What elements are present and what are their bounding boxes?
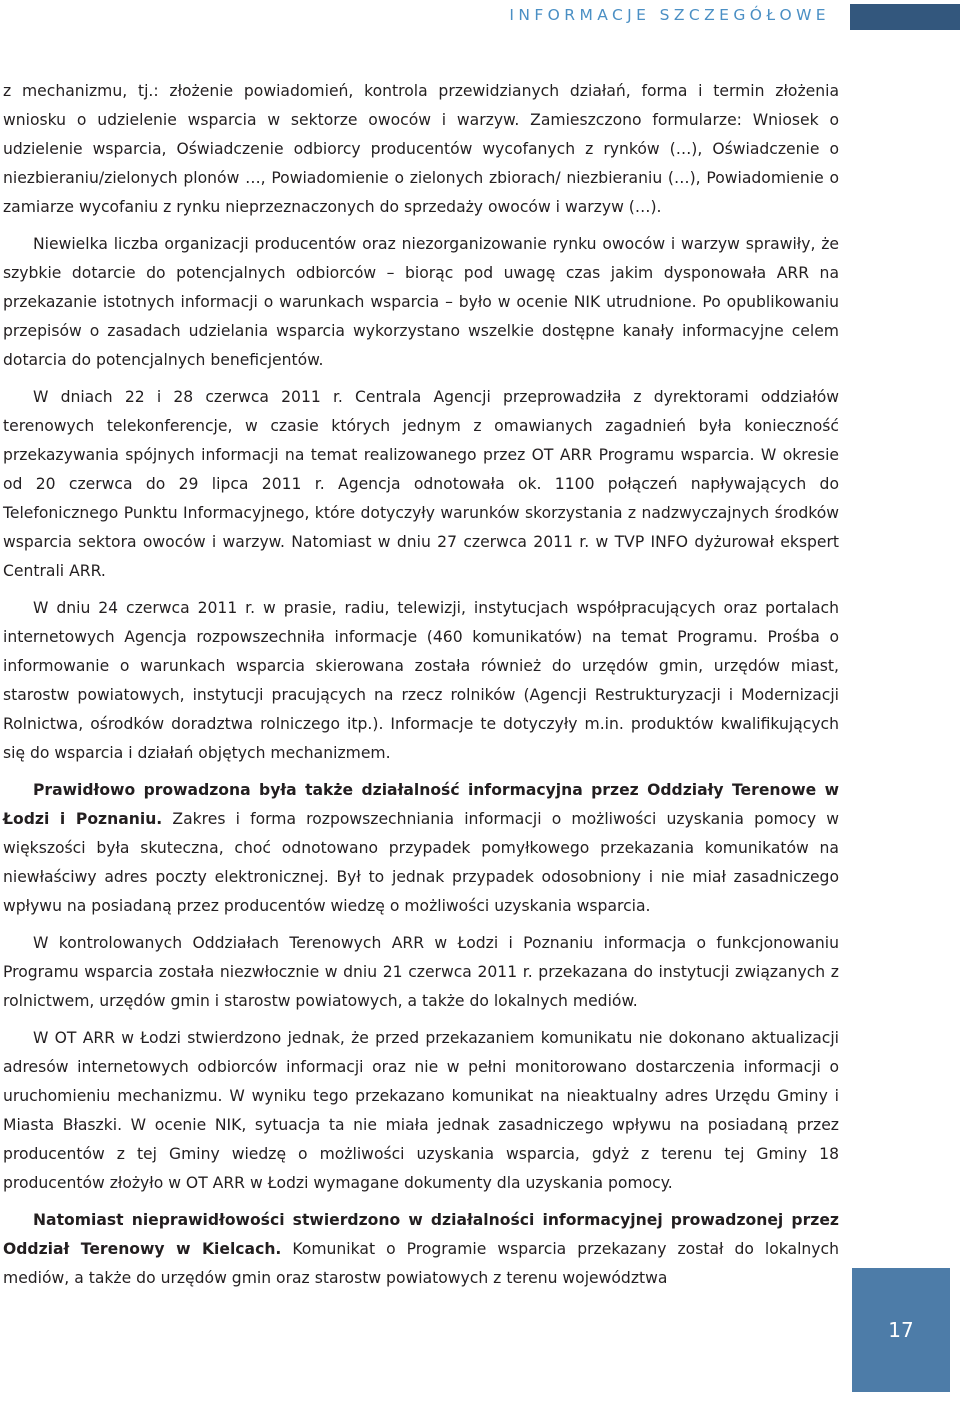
bold-lead: Prawidłowo prowadzona była także działalność informacyjna przez Oddziały Terenowe w Łodzi i Poznaniu. <box>3 781 839 828</box>
paragraph: W kontrolowanych Oddziałach Terenowych ARR w Łodzi i Poznaniu informacja o funkcjonowaniu Programu wsparcia została niezwłocznie w dniu 21 czerwca 2011 r. przekazana do instytucji związanych z rolnictwem, urzędów gmin i starostw powiatowych, a także do lokalnych mediów. <box>3 934 839 1010</box>
paragraph: W dniu 24 czerwca 2011 r. w prasie, radiu, telewizji, instytucjach współpracujących oraz portalach internetowych Agencja rozpowszechniła informacje (460 komunikatów) na temat Programu. Prośba o informowanie o warunkach wsparcia skierowana została również do urzędów gmin, urzędów miast, starostw powiatowych, instytucji pracujących na rzecz rolników (Agencji Restrukturyzacji i Modernizacji Rolnictwa, ośrodków doradztwa rolniczego itp.). Informacje te dotyczyły m.in. produktów kwalifikujących się do wsparcia i działań objętych mechanizmem. <box>3 599 839 762</box>
paragraph: W dniach 22 i 28 czerwca 2011 r. Centrala Agencji przeprowadziła z dyrektorami oddziałów terenowych telekonferencje, w czasie których jednym z omawianych zagadnień była konieczność przekazywania spójnych informacji na temat realizowanego przez OT ARR Programu wsparcia. W okresie od 20 czerwca do 29 lipca 2011 r. Agencja odnotowała ok. 1100 połączeń napływających do Telefonicznego Punktu Informacyjnego, które dotyczyły warunków skorzystania z nadzwyczajnych środków wsparcia sektora owoców i warzyw. Natomiast w dniu 27 czerwca 2011 r. w TVP INFO dyżurował ekspert Centrali ARR. <box>3 388 839 580</box>
running-header: INFORMACJE SZCZEGÓŁOWE <box>509 6 830 24</box>
header-corner-block <box>850 4 960 30</box>
paragraph: z mechanizmu, tj.: złożenie powiadomień, kontrola przewidzianych działań, forma i termin złożenia wniosku o udzielenie wsparcia w sektorze owoców i warzyw. Zamieszczono formularze: Wniosek o udzielenie wsparcia, Oświadczenie odbiorcy producentów wycofanych z rynków (…), Oświadczenie o niezbieraniu/zielonych plonów …, Powiadomienie o zielonych zbiorach/ niezbieraniu (…), Powiadomienie o zamiarze wycofaniu z rynku nieprzeznaczonych do sprzedaży owoców i warzyw (…). <box>3 82 839 216</box>
bold-lead: Natomiast nieprawidłowości stwierdzono w działalności informacyjnej prowadzonej przez Oddział Terenowy w Kielcach. <box>3 1211 839 1258</box>
body-text <box>3 77 839 1301</box>
paragraph: Natomiast nieprawidłowości stwierdzono w działalności informacyjnej prowadzonej przez Oddział Terenowy w Kielcach. Komunikat o Programie wsparcia przekazany został do lokalnych mediów, a także do urzędów gmin oraz starostw powiatowych z terenu województwa <box>3 1211 839 1287</box>
paragraph: Niewielka liczba organizacji producentów oraz niezorganizowanie rynku owoców i warzyw sprawiły, że szybkie dotarcie do potencjalnych odbiorców – biorąc pod uwagę czas jakim dysponowała ARR na przekazanie istotnych informacji o warunkach wsparcia – było w ocenie NIK utrudnione. Po opublikowaniu przepisów o zasadach udzielania wsparcia wykorzystano wszelkie dostępne kanały informacyjne celem dotarcia do potencjalnych beneficjentów. <box>3 235 839 369</box>
paragraph: Prawidłowo prowadzona była także działalność informacyjna przez Oddziały Terenowe w Łodzi i Poznaniu. Zakres i forma rozpowszechniania informacji o możliwości uzyskania pomocy w większości była skuteczna, choć odnotowano przypadek pomyłkowego przekazania komunikatów na niewłaściwy adres poczty elektronicznej. Był to jednak przypadek odosobniony i nie miał zasadniczego wpływu na posiadaną przez producentów wiedzę o możliwości uzyskania wsparcia. <box>3 781 840 915</box>
paragraph: W OT ARR w Łodzi stwierdzono jednak, że przed przekazaniem komunikatu nie dokonano aktualizacji adresów internetowych odbiorców informacji oraz nie w pełni monitorowano dostarczenia informacji o uruchomieniu mechanizmu. W wyniku tego przekazano komunikat na nieaktualny adres Urzędu Gminy i Miasta Błaszki. W ocenie NIK, sytuacja ta nie miała jednak zasadniczego wpływu na posiadaną przez producentów z tej Gminy wiedzę o możliwości uzyskania wsparcia, gdyż z terenu tej Gminy 18 producentów złożyło w OT ARR w Łodzi wymagane dokumenty dla uzyskania pomocy. <box>3 1029 839 1192</box>
page-number: 17 <box>852 1268 950 1392</box>
